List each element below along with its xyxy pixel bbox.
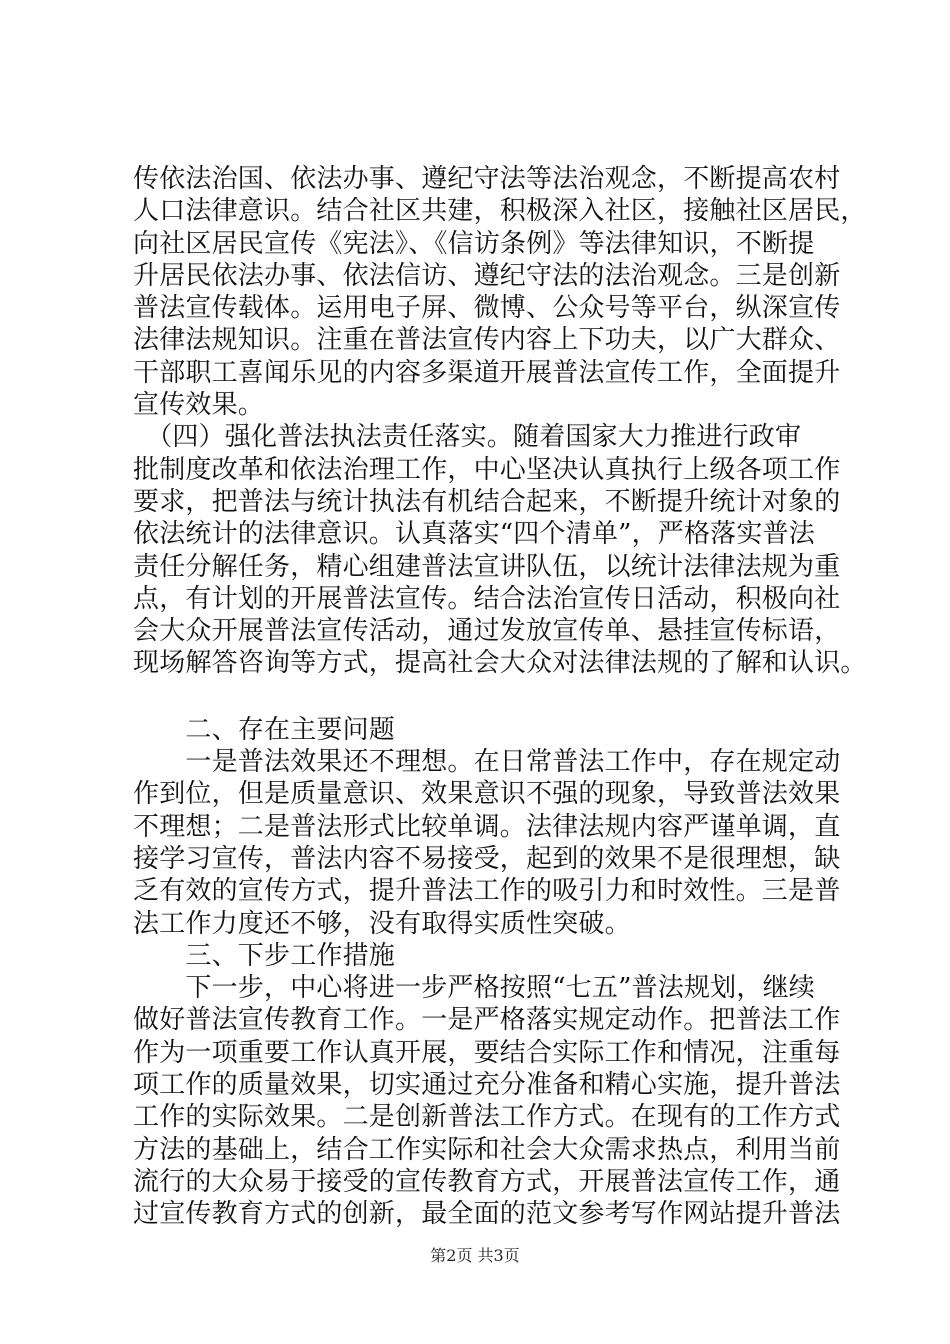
text-line: 要求，把普法与统计执法有机结合起来，不断提升统计对象的 (133, 486, 841, 517)
text-line: 三、下步工作措施 (133, 940, 396, 971)
body-section-2 (133, 714, 841, 1231)
text-line: 过宣传教育方式的创新，最全面的范文参考写作网站提升普法 (133, 1199, 841, 1230)
text-line: 二、存在主要问题 (133, 714, 396, 745)
text-line: 项工作的质量效果，切实通过充分准备和精心实施，提升普法 (133, 1070, 841, 1101)
section-gap (133, 680, 833, 714)
text-line: 作到位，但是质量意识、效果意识不强的现象，导致普法效果 (133, 779, 841, 810)
text-line: 依法统计的法律意识。认真落实“四个清单”，严格落实普法 (133, 519, 815, 550)
text-line: 向社区居民宣传《宪法》、《信访条例》等法律知识，不断提 (133, 228, 815, 259)
page-footer: 第2页 共3页 (430, 1246, 520, 1265)
text-line: 流行的大众易于接受的宣传教育方式，开展普法宣传工作，通 (133, 1166, 841, 1197)
text-line: 升居民依法办事、依法信访、遵纪守法的法治观念。三是创新 (133, 260, 841, 291)
text-line: 现场解答咨询等方式，提高社会大众对法律法规的了解和认识。 (133, 648, 867, 679)
text-line: 传依法治国、依法办事、遵纪守法等法治观念，不断提高农村 (133, 164, 841, 194)
text-line: 点，有计划的开展普法宣传。结合法治宣传日活动，积极向社 (133, 583, 841, 614)
text-line: 做好普法宣传教育工作。一是严格落实规定动作。把普法工作 (133, 1005, 841, 1036)
text-line: 会大众开展普法宣传活动，通过发放宣传单、悬挂宣传标语， (133, 616, 841, 647)
text-line: 普法宣传载体。运用电子屏、微博、公众号等平台，纵深宣传 (133, 293, 841, 324)
text-line: 宣传效果。 (133, 390, 265, 421)
text-line: 方法的基础上，结合工作实际和社会大众需求热点，利用当前 (133, 1134, 841, 1165)
text-line: 法律法规知识。注重在普法宣传内容上下功夫，以广大群众、 (133, 325, 841, 356)
body-section-1 (133, 163, 867, 680)
text-line: 责任分解任务，精心组建普法宣讲队伍，以统计法律法规为重 (133, 551, 841, 582)
document-body (133, 163, 867, 1231)
text-line: 乏有效的宣传方式，提升普法工作的吸引力和时效性。三是普 (133, 876, 841, 907)
text-line: 工作的实际效果。二是创新普法工作方式。在现有的工作方式 (133, 1102, 841, 1133)
text-line: 批制度改革和依法治理工作，中心坚决认真执行上级各项工作 (133, 454, 841, 485)
text-line: 一是普法效果还不理想。在日常普法工作中，存在规定动 (133, 747, 841, 778)
text-line: 接学习宣传，普法内容不易接受，起到的效果不是很理想，缺 (133, 843, 841, 874)
text-line: 人口法律意识。结合社区共建，积极深入社区，接触社区居民， (133, 196, 867, 227)
text-line: 不理想；二是普法形式比较单调。法律法规内容严谨单调，直 (133, 811, 841, 842)
text-line: 法工作力度还不够，没有取得实质性突破。 (133, 908, 631, 939)
text-line: （四）强化普法执法责任落实。随着国家大力推进行政审 (133, 422, 802, 453)
text-line: 作为一项重要工作认真开展，要结合实际工作和情况，注重每 (133, 1037, 841, 1068)
text-line: 下一步，中心将进一步严格按照“七五”普法规划，继续 (133, 973, 815, 1004)
text-line: 干部职工喜闻乐见的内容多渠道开展普法宣传工作，全面提升 (133, 357, 841, 388)
